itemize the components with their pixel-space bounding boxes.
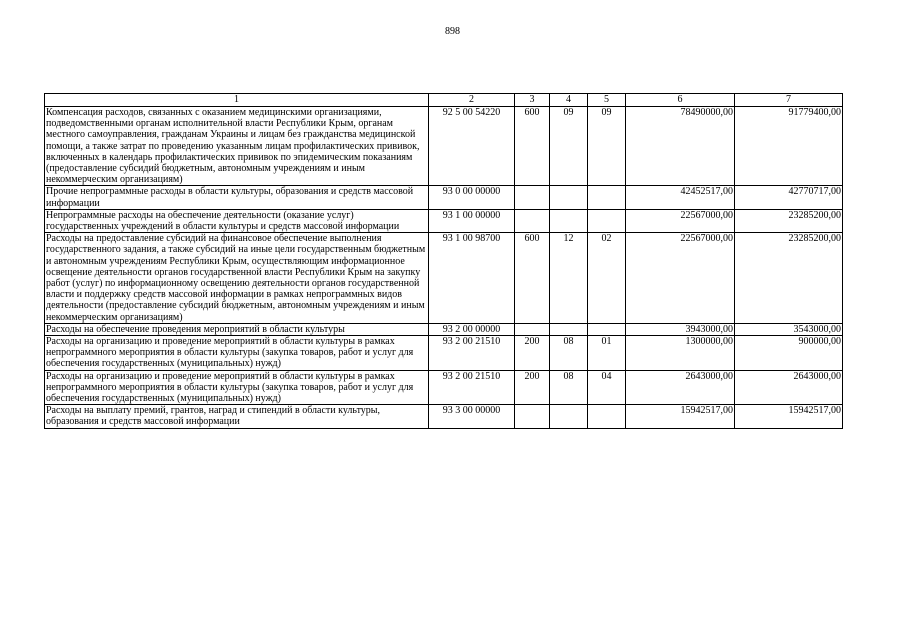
amount-year-2: 23285200,00 [735,233,843,324]
expense-type-code: 600 [515,233,550,324]
table-body [45,107,843,429]
amount-year-1: 1300000,00 [626,336,735,371]
expense-type-code [515,209,550,232]
target-article-code: 93 2 00 00000 [429,323,515,335]
amount-year-2: 2643000,00 [735,370,843,405]
table-row [45,107,843,186]
page-number: 898 [445,26,460,37]
table-row [45,336,843,371]
column-header-1: 1 [45,94,429,107]
amount-year-1: 78490000,00 [626,107,735,186]
column-header-5: 5 [588,94,626,107]
amount-year-1: 3943000,00 [626,323,735,335]
table-row [45,233,843,324]
section-code: 08 [550,336,588,371]
section-code [550,209,588,232]
subsection-code [588,186,626,209]
expense-name: Прочие непрограммные расходы в области культуры, образования и средств массовой информации [45,186,429,209]
table-row [45,209,843,232]
column-header-2: 2 [429,94,515,107]
table-row [45,186,843,209]
section-code: 09 [550,107,588,186]
expense-name: Расходы на организацию и проведение мероприятий в области культуры в рамках непрограммного мероприятия в области культуры (закупка товаров, работ и услуг для обеспечения государственных (муниципальных) нужд) [45,336,429,371]
amount-year-2: 91779400,00 [735,107,843,186]
subsection-code: 02 [588,233,626,324]
expense-name: Расходы на обеспечение проведения мероприятий в области культуры [45,323,429,335]
amount-year-1: 42452517,00 [626,186,735,209]
table-row [45,405,843,428]
expense-type-code: 600 [515,107,550,186]
amount-year-1: 22567000,00 [626,233,735,324]
budget-table [44,93,843,429]
table-row [45,370,843,405]
target-article-code: 93 3 00 00000 [429,405,515,428]
amount-year-1: 2643000,00 [626,370,735,405]
section-code [550,186,588,209]
amount-year-2: 900000,00 [735,336,843,371]
target-article-code: 92 5 00 54220 [429,107,515,186]
subsection-code: 04 [588,370,626,405]
section-code: 08 [550,370,588,405]
expense-name: Расходы на выплату премий, грантов, наград и стипендий в области культуры, образования и средств массовой информации [45,405,429,428]
table-header [45,94,843,107]
target-article-code: 93 1 00 98700 [429,233,515,324]
section-code: 12 [550,233,588,324]
amount-year-1: 15942517,00 [626,405,735,428]
amount-year-2: 3543000,00 [735,323,843,335]
section-code [550,323,588,335]
target-article-code: 93 2 00 21510 [429,336,515,371]
expense-name: Расходы на организацию и проведение мероприятий в области культуры в рамках непрограммного мероприятия в области культуры (закупка товаров, работ и услуг для обеспечения государственных (муниципальных) нужд) [45,370,429,405]
amount-year-2: 23285200,00 [735,209,843,232]
column-header-6: 6 [626,94,735,107]
expense-name: Расходы на предоставление субсидий на финансовое обеспечение выполнения государственного задания, а также субсидий на иные цели государственным бюджетным и автономным учреждениям Республики Крым, осуществляющим информационное освещение деятельности органов государственной власти Республики Крым на закупку работ (услуг) по информационному освещению деятельности органов государственной власти и поддержку средств массовой информации в рамках непрограммных видов деятельности (предоставление субсидий бюджетным, автономным учреждениям и иным некоммерческим организациям) [45,233,429,324]
target-article-code: 93 1 00 00000 [429,209,515,232]
header-row [45,94,843,107]
subsection-code [588,209,626,232]
expense-name: Компенсация расходов, связанных с оказанием медицинскими организациями, подведомственными органам исполнительной власти Республики Крым, органам местного самоуправления, гражданам Украины и лицам без гражданства медицинской помощи, а также затрат по проведению указанным лицам профилактических прививок, включенных в календарь профилактических прививок по эпидемическим показаниям (предоставление субсидий бюджетным, автономным учреждениям и иным некоммерческим организациям) [45,107,429,186]
subsection-code [588,323,626,335]
target-article-code: 93 2 00 21510 [429,370,515,405]
amount-year-2: 42770717,00 [735,186,843,209]
amount-year-1: 22567000,00 [626,209,735,232]
column-header-7: 7 [735,94,843,107]
column-header-4: 4 [550,94,588,107]
table-row [45,323,843,335]
subsection-code [588,405,626,428]
column-header-3: 3 [515,94,550,107]
expense-type-code: 200 [515,370,550,405]
subsection-code: 01 [588,336,626,371]
subsection-code: 09 [588,107,626,186]
target-article-code: 93 0 00 00000 [429,186,515,209]
section-code [550,405,588,428]
expense-type-code [515,186,550,209]
expense-type-code [515,405,550,428]
expense-name: Непрограммные расходы на обеспечение деятельности (оказание услуг) государственных учреждений в области культуры и средств массовой информации [45,209,429,232]
amount-year-2: 15942517,00 [735,405,843,428]
expense-type-code: 200 [515,336,550,371]
expense-type-code [515,323,550,335]
